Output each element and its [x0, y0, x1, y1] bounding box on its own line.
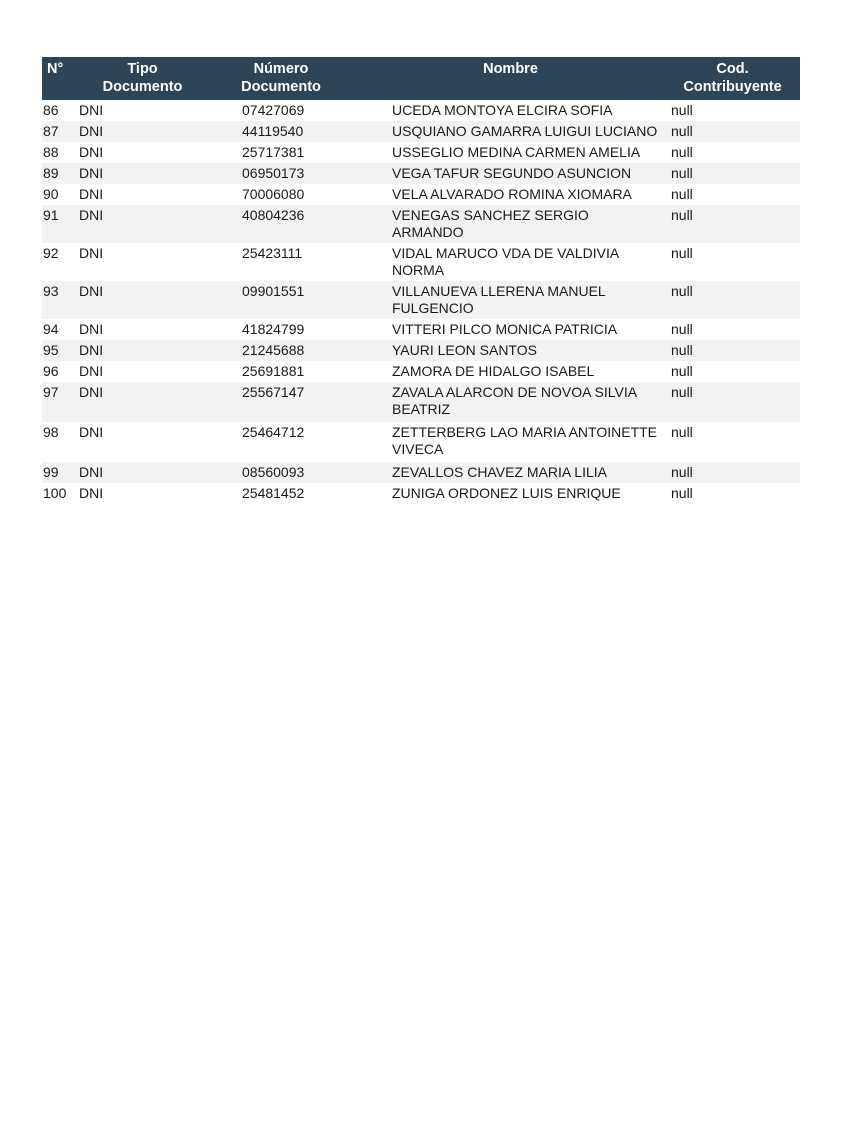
- row-number: 87: [42, 121, 79, 142]
- row-document-type: DNI: [79, 485, 104, 501]
- row-name: UCEDA MONTOYA ELCIRA SOFIA: [392, 102, 613, 118]
- contributors-table: [42, 57, 800, 504]
- row-document-type: DNI: [79, 424, 104, 440]
- row-taxpayer-code: null: [665, 281, 800, 319]
- row-number: 96: [43, 363, 59, 379]
- row-number: 88: [43, 144, 59, 160]
- table-row: [42, 483, 800, 504]
- row-document-number: 06950173: [206, 163, 356, 184]
- row-name: USQUIANO GAMARRA LUIGUI LUCIANO: [356, 121, 665, 142]
- row-name: VENEGAS SANCHEZ SERGIO ARMANDO: [356, 205, 665, 243]
- row-document-type: DNI: [79, 245, 104, 261]
- row-name: ZEVALLOS CHAVEZ MARIA LILIA: [356, 462, 665, 483]
- row-number: 86: [43, 102, 59, 118]
- document-page: [42, 57, 800, 504]
- row-taxpayer-code: null: [671, 321, 693, 337]
- row-document-type: DNI: [79, 382, 206, 422]
- row-name: VEGA TAFUR SEGUNDO ASUNCION: [356, 163, 665, 184]
- row-taxpayer-code: null: [671, 363, 693, 379]
- row-number: 90: [43, 186, 59, 202]
- row-document-type: DNI: [79, 321, 104, 337]
- row-taxpayer-code: null: [665, 462, 800, 483]
- row-name: VILLANUEVA LLERENA MANUEL FULGENCIO: [356, 281, 665, 319]
- row-document-type: DNI: [79, 340, 206, 361]
- row-taxpayer-code: null: [671, 186, 693, 202]
- table-row: [42, 361, 800, 382]
- row-name: USSEGLIO MEDINA CARMEN AMELIA: [392, 144, 641, 160]
- row-name: ZAVALA ALARCON DE NOVOA SILVIA BEATRIZ: [356, 382, 665, 422]
- row-document-number: 21245688: [206, 340, 356, 361]
- row-taxpayer-code: null: [671, 144, 693, 160]
- row-document-number: 70006080: [242, 186, 305, 202]
- row-document-type: DNI: [79, 121, 206, 142]
- table-row: [42, 142, 800, 163]
- row-number: 93: [42, 281, 79, 319]
- table-row: [42, 462, 800, 483]
- row-name: YAURI LEON SANTOS: [356, 340, 665, 361]
- row-document-number: 41824799: [242, 321, 305, 337]
- row-document-number: 09901551: [206, 281, 356, 319]
- row-taxpayer-code: null: [671, 245, 693, 261]
- table-row: [42, 319, 800, 340]
- row-name: VIDAL MARUCO VDA DE VALDIVIA NORMA: [392, 245, 619, 278]
- table-row: [42, 163, 800, 184]
- header-document-number-label: Número Documento: [241, 61, 321, 95]
- row-number: 92: [43, 245, 59, 261]
- row-document-number: 25481452: [242, 485, 305, 501]
- row-taxpayer-code: null: [665, 205, 800, 243]
- row-name: VITTERI PILCO MONICA PATRICIA: [392, 321, 618, 337]
- row-document-number: 07427069: [242, 102, 305, 118]
- header-number: N°: [42, 57, 79, 100]
- row-document-type: DNI: [79, 281, 206, 319]
- row-document-number: 08560093: [206, 462, 356, 483]
- row-document-type: DNI: [79, 102, 104, 118]
- row-document-type: DNI: [79, 363, 104, 379]
- table-row: [42, 243, 800, 281]
- row-document-type: DNI: [79, 205, 206, 243]
- row-taxpayer-code: null: [665, 340, 800, 361]
- row-document-type: DNI: [79, 186, 104, 202]
- row-number: 95: [42, 340, 79, 361]
- row-taxpayer-code: null: [665, 382, 800, 422]
- row-name: ZUNIGA ORDONEZ LUIS ENRIQUE: [392, 485, 621, 501]
- row-name: ZAMORA DE HIDALGO ISABEL: [392, 363, 595, 379]
- table-row: [42, 422, 800, 462]
- row-document-type: DNI: [79, 144, 104, 160]
- row-taxpayer-code: null: [671, 485, 693, 501]
- row-document-type: DNI: [79, 462, 206, 483]
- row-taxpayer-code: null: [665, 121, 800, 142]
- row-number: 97: [42, 382, 79, 422]
- row-document-number: 25464712: [242, 424, 305, 440]
- header-row: [42, 57, 800, 100]
- row-number: 100: [43, 485, 67, 501]
- header-document-type-label: Tipo Documento: [102, 61, 183, 95]
- header-taxpayer-code: [665, 57, 800, 100]
- table-row: [42, 340, 800, 361]
- row-document-number: 25691881: [242, 363, 305, 379]
- table-body: [42, 100, 800, 504]
- row-name: ZETTERBERG LAO MARIA ANTOINETTE VIVECA: [392, 424, 658, 457]
- row-document-number: 25423111: [242, 245, 303, 261]
- header-name: Nombre: [356, 57, 665, 100]
- table-row: [42, 382, 800, 422]
- row-number: 99: [42, 462, 79, 483]
- table-row: [42, 100, 800, 121]
- row-document-type: DNI: [79, 163, 206, 184]
- row-taxpayer-code: null: [671, 424, 693, 440]
- row-document-number: 25717381: [242, 144, 305, 160]
- row-taxpayer-code: null: [665, 163, 800, 184]
- row-number: 91: [42, 205, 79, 243]
- table-row: [42, 121, 800, 142]
- header-document-number: [206, 57, 356, 100]
- row-number: 94: [43, 321, 59, 337]
- row-name: VELA ALVARADO ROMINA XIOMARA: [392, 186, 632, 202]
- row-document-number: 40804236: [206, 205, 356, 243]
- row-document-number: 44119540: [206, 121, 356, 142]
- row-number: 89: [42, 163, 79, 184]
- table-row: [42, 184, 800, 205]
- row-document-number: 25567147: [206, 382, 356, 422]
- row-taxpayer-code: null: [671, 102, 693, 118]
- table-row: [42, 281, 800, 319]
- header-document-type: [79, 57, 206, 100]
- table-header: [42, 57, 800, 100]
- table-row: [42, 205, 800, 243]
- header-taxpayer-code-label: Cod. Contribuyente: [683, 61, 782, 95]
- row-number: 98: [43, 424, 59, 440]
